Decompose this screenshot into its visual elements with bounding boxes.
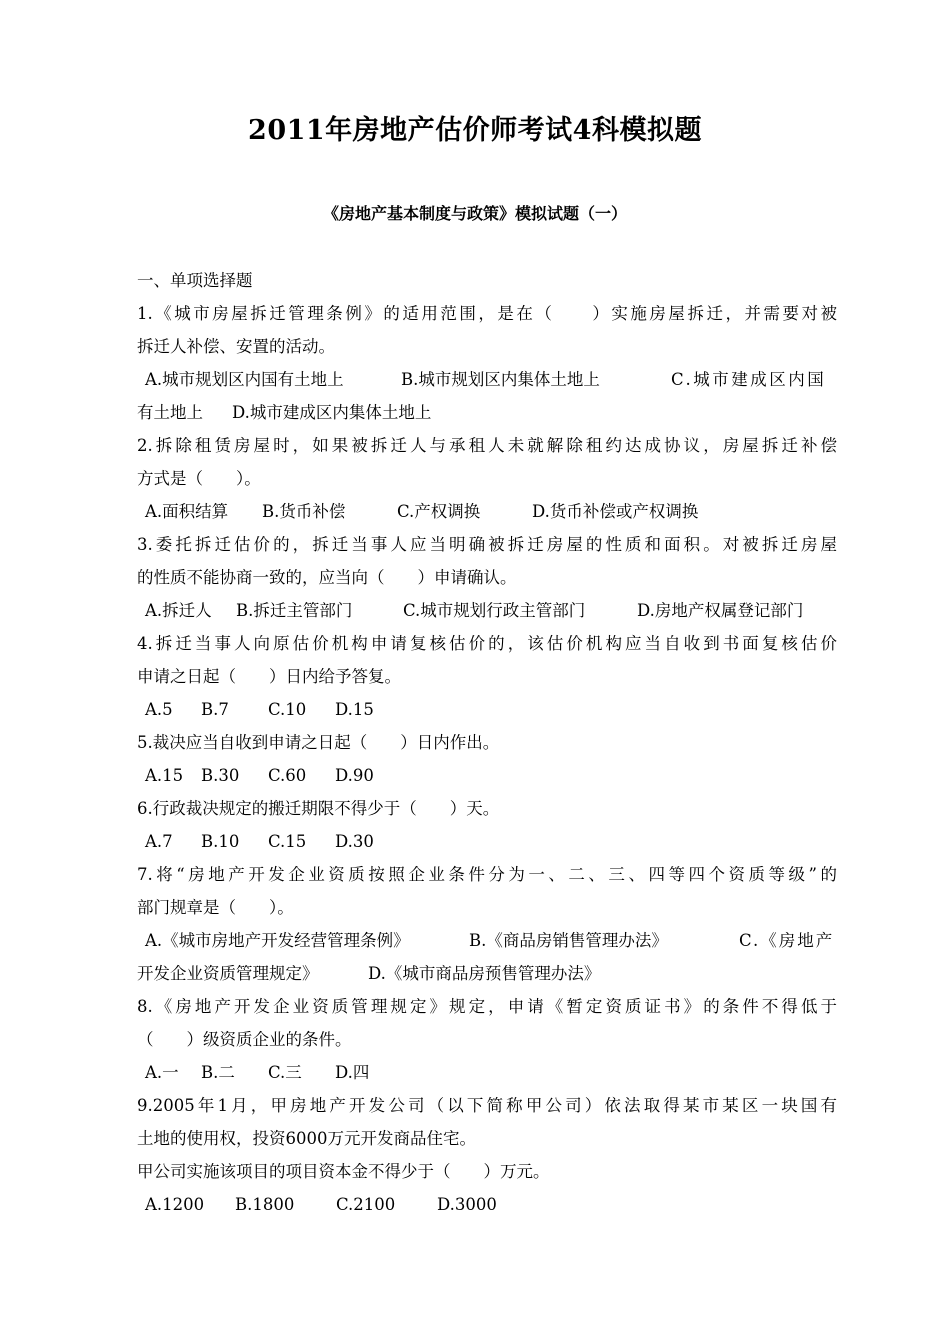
page-title: 2011年房地产估价师考试4科模拟题 <box>248 115 702 146</box>
option-c: C.10 <box>268 700 307 719</box>
option-b: B.城市规划区内集体土地上 <box>401 370 600 389</box>
option-a: A.5 <box>145 700 173 719</box>
option-b: B.《商品房销售管理办法》 <box>469 931 668 950</box>
option-d: D.30 <box>335 832 374 851</box>
question-9-line-3: 甲公司实施该项目的项目资本金不得少于（ ）万元。 <box>137 1162 550 1181</box>
option-a: A.7 <box>145 832 173 851</box>
question-4-line-1: 4.拆迁当事人向原估价机构申请复核估价的，该估价机构应当自收到书面复核估价 <box>137 634 837 653</box>
question-6-options <box>137 825 837 858</box>
option-a: A.《城市房地产开发经营管理条例》 <box>145 931 410 950</box>
option-d: D.3000 <box>437 1195 497 1214</box>
option-b: B.货币补偿 <box>262 502 346 521</box>
option-b: B.二 <box>201 1063 235 1082</box>
option-d: D.房地产权属登记部门 <box>637 601 804 620</box>
question-7-line-2: 部门规章是（ ）。 <box>137 898 294 917</box>
option-a: A.城市规划区内国有土地上 <box>145 370 344 389</box>
option-d: D.15 <box>335 700 374 719</box>
option-a: A.面积结算 <box>145 502 229 521</box>
option-d: D.货币补偿或产权调换 <box>532 502 699 521</box>
question-1-line-2: 拆迁人补偿、安置的活动。 <box>137 337 335 356</box>
question-8-line-2: （ ）级资质企业的条件。 <box>137 1030 352 1049</box>
question-3-options <box>137 594 837 627</box>
option-c: C.城市建成区内国 <box>671 370 827 389</box>
page-subtitle: 《房地产基本制度与政策》模拟试题（一） <box>322 204 627 223</box>
question-9-line-2: 土地的使用权，投资6000万元开发商品住宅。 <box>137 1129 476 1148</box>
question-9-options <box>137 1188 837 1221</box>
question-1-options-line-1 <box>137 363 837 396</box>
option-c: C.《房地产 <box>739 931 835 950</box>
question-2-line-2: 方式是（ ）。 <box>137 469 261 488</box>
question-7-options-line-2 <box>137 957 837 990</box>
question-6-line-1: 6.行政裁决规定的搬迁期限不得少于（ ）天。 <box>137 799 500 818</box>
question-4-line-2: 申请之日起（ ）日内给予答复。 <box>137 667 401 686</box>
option-c-continued: 有土地上 <box>137 403 203 422</box>
option-b: B.7 <box>201 700 229 719</box>
question-3-line-2: 的性质不能协商一致的，应当向（ ）申请确认。 <box>137 568 517 587</box>
question-3-line-1: 3.委托拆迁估价的，拆迁当事人应当明确被拆迁房屋的性质和面积。对被拆迁房屋 <box>137 535 837 554</box>
option-c: C.产权调换 <box>397 502 481 521</box>
option-d: D.90 <box>335 766 374 785</box>
question-5-options <box>137 759 837 792</box>
question-2-line-1: 2.拆除租赁房屋时，如果被拆迁人与承租人未就解除租约达成协议，房屋拆迁补偿 <box>137 436 837 455</box>
exam-body <box>137 264 837 1221</box>
option-b: B.1800 <box>235 1195 295 1214</box>
option-a: A.1200 <box>145 1195 205 1214</box>
option-d: D.《城市商品房预售管理办法》 <box>368 964 601 983</box>
option-a: A.拆迁人 <box>145 601 212 620</box>
option-c: C.城市规划行政主管部门 <box>403 601 586 620</box>
question-7-options-line-1 <box>137 924 837 957</box>
option-c: C.60 <box>268 766 307 785</box>
option-c: C.15 <box>268 832 307 851</box>
option-c: C.2100 <box>336 1195 396 1214</box>
question-7-line-1: 7.将“房地产开发企业资质按照企业条件分为一、二、三、四等四个资质等级”的 <box>137 865 837 884</box>
option-a: A.一 <box>145 1063 179 1082</box>
option-a: A.15 <box>145 766 184 785</box>
question-5-line-1: 5.裁决应当自收到申请之日起（ ）日内作出。 <box>137 733 500 752</box>
section-heading: 一、单项选择题 <box>137 271 253 290</box>
question-8-options <box>137 1056 837 1089</box>
option-b: B.10 <box>201 832 240 851</box>
question-4-options <box>137 693 837 726</box>
option-b: B.30 <box>201 766 240 785</box>
question-8-line-1: 8.《房地产开发企业资质管理规定》规定，申请《暂定资质证书》的条件不得低于 <box>137 997 837 1016</box>
question-2-options <box>137 495 837 528</box>
question-1-options-line-2 <box>137 396 837 429</box>
option-d: D.城市建成区内集体土地上 <box>232 403 432 422</box>
option-b: B.拆迁主管部门 <box>236 601 353 620</box>
question-9-line-1: 9.2005年1月，甲房地产开发公司（以下简称甲公司）依法取得某市某区一块国有 <box>137 1096 837 1115</box>
option-d: D.四 <box>335 1063 370 1082</box>
option-c-continued: 开发企业资质管理规定》 <box>137 964 319 983</box>
question-1-line-1: 1.《城市房屋拆迁管理条例》的适用范围，是在（ ）实施房屋拆迁，并需要对被 <box>137 304 837 323</box>
option-c: C.三 <box>268 1063 302 1082</box>
